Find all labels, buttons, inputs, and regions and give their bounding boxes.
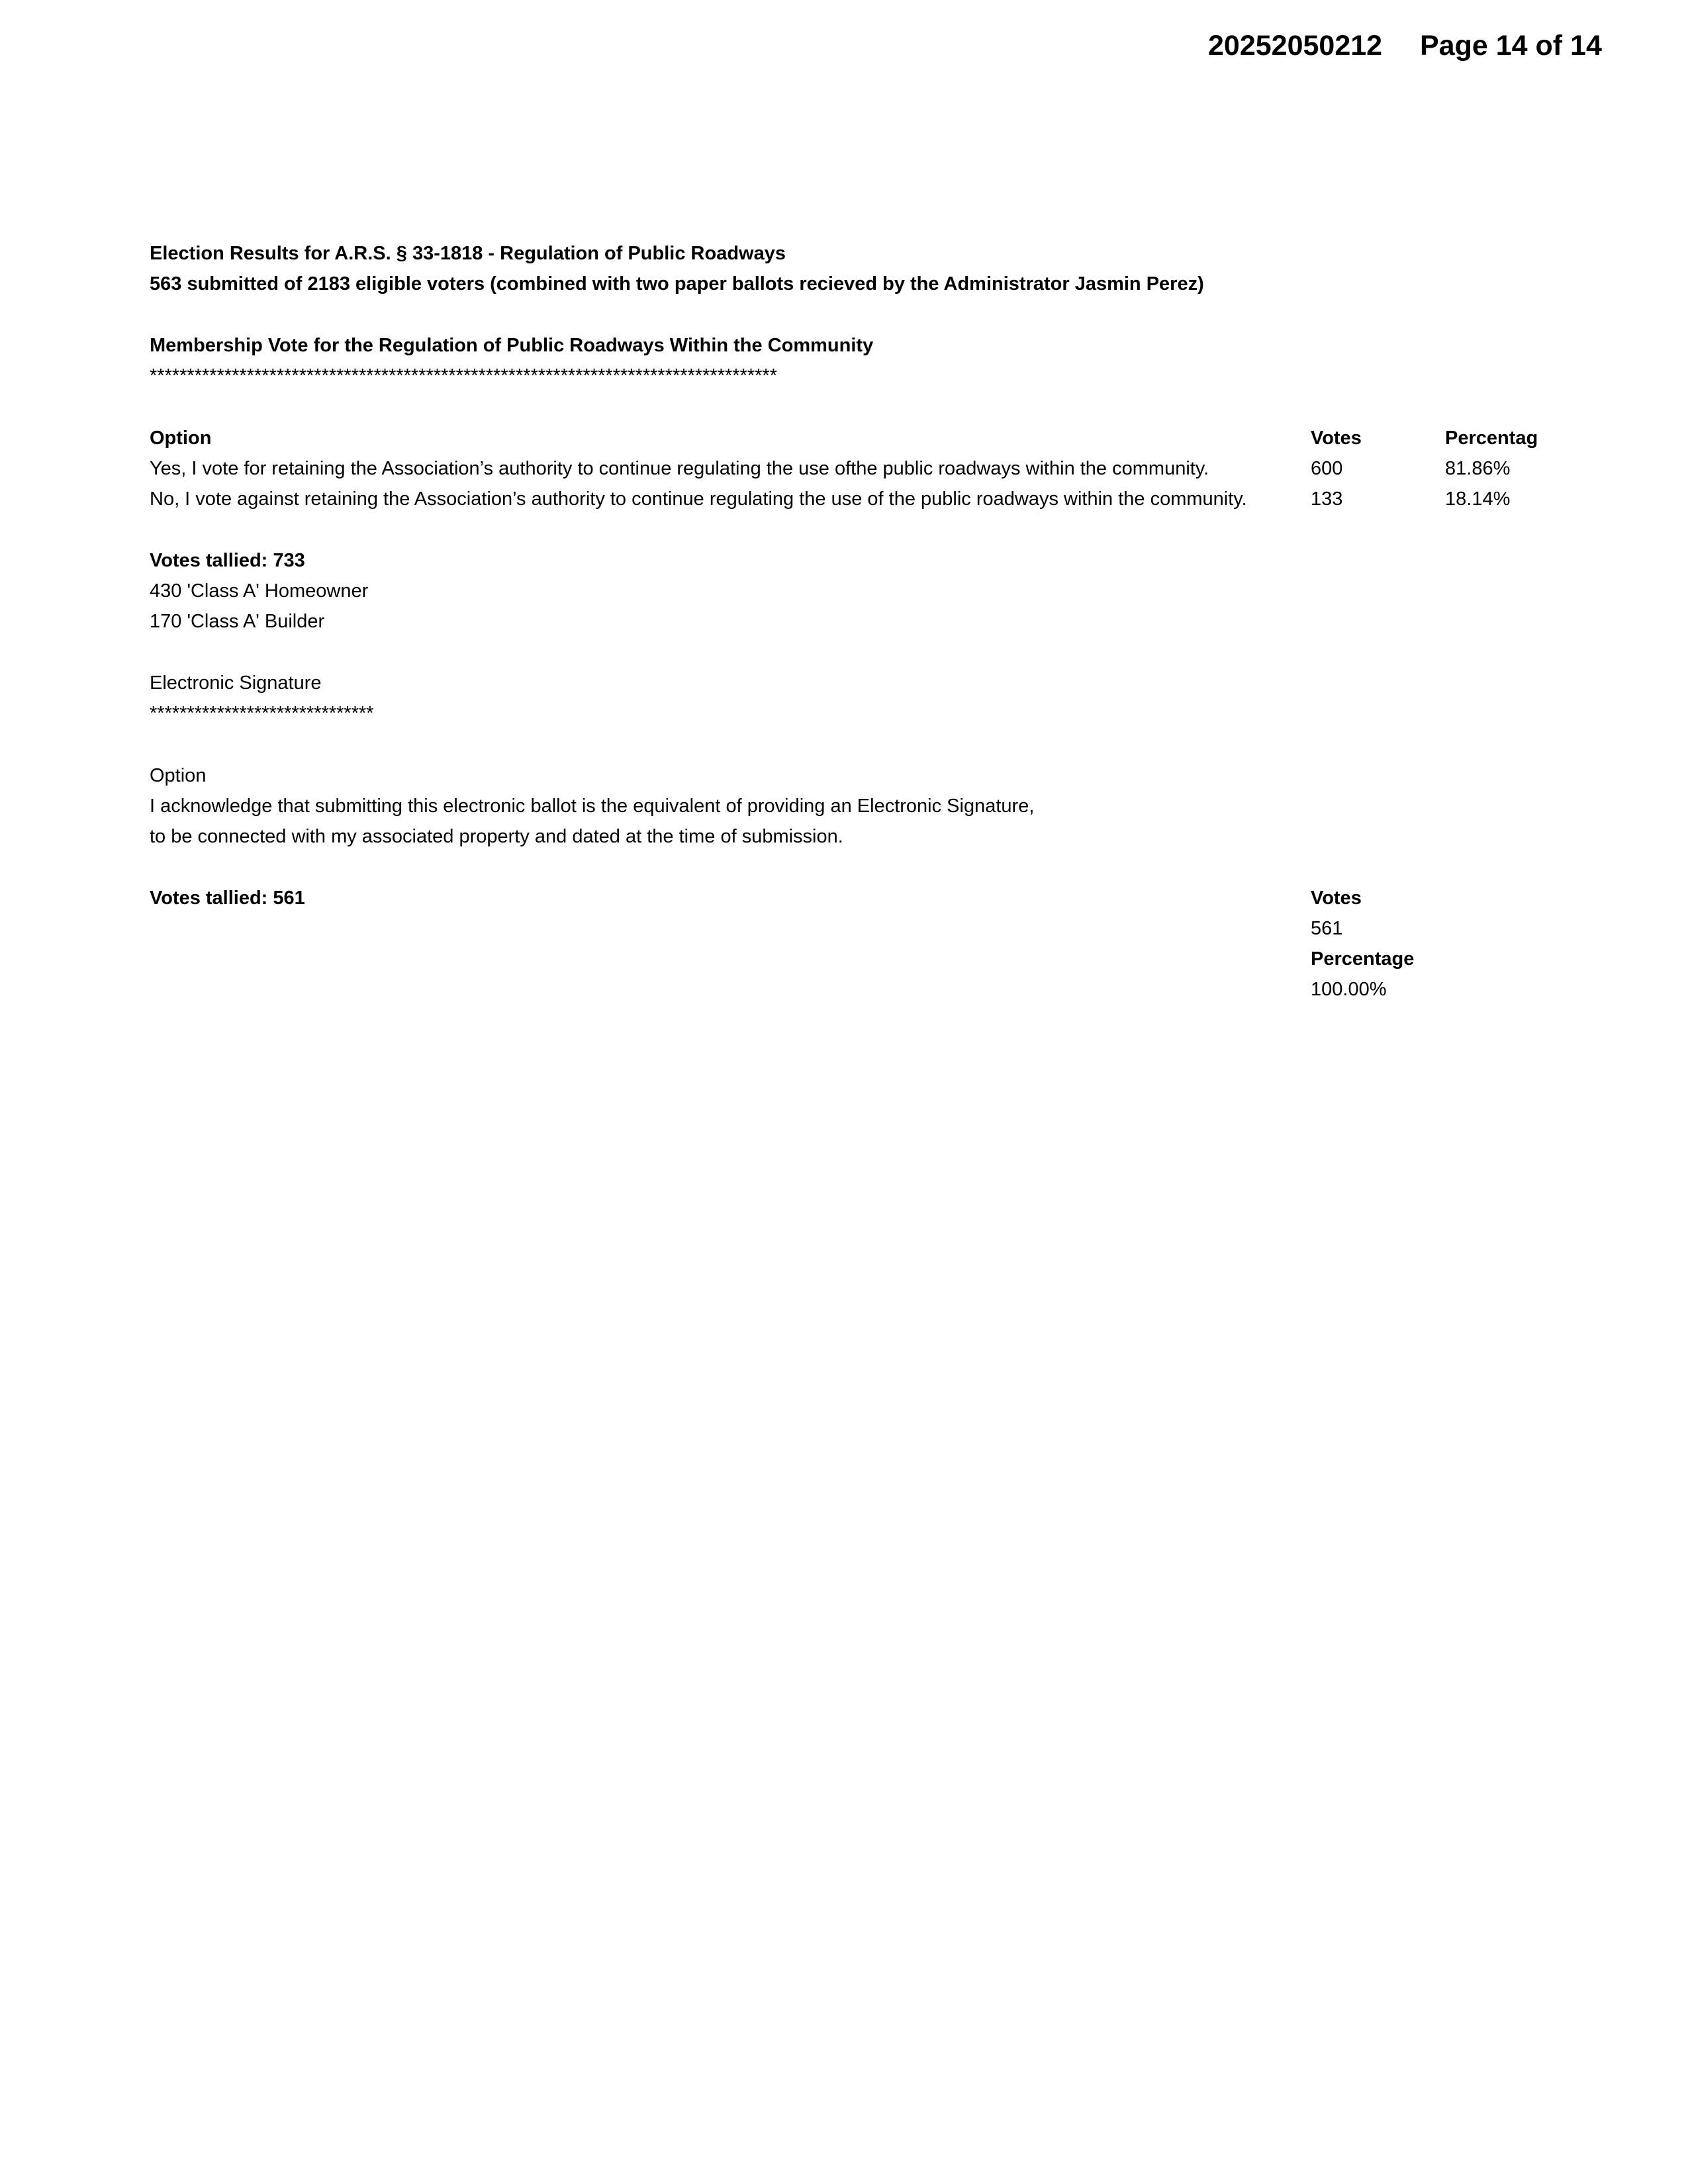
signature-percentage-value: 100.00% <box>1311 979 1387 1000</box>
separator-line: ************************************************************************************ <box>150 365 777 383</box>
signature-percentage-label: Percentage <box>1311 948 1415 970</box>
page-number: Page 14 of 14 <box>1420 30 1602 62</box>
column-header-votes: Votes <box>1311 428 1362 449</box>
option-yes-percentage: 81.86% <box>1445 458 1511 479</box>
signature-option-label: Option <box>150 765 207 786</box>
election-title: Election Results for A.R.S. § 33-1818 - Regulation of Public Roadways <box>150 243 786 264</box>
signature-votes-value: 561 <box>1311 918 1343 939</box>
membership-vote-heading: Membership Vote for the Regulation of Public Roadways Within the Community <box>150 335 874 356</box>
column-header-percentage: Percentag <box>1445 428 1538 449</box>
breakdown-builder: 170 'Class A' Builder <box>150 611 325 632</box>
option-no-votes: 133 <box>1311 488 1343 510</box>
electronic-signature-heading: Electronic Signature <box>150 672 322 694</box>
votes-tallied-total: Votes tallied: 733 <box>150 550 305 571</box>
submitted-summary: 563 submitted of 2183 eligible voters (combined with two paper ballots recieved by the Administrator Jasmin Perez) <box>150 273 1204 295</box>
option-yes-votes: 600 <box>1311 458 1343 479</box>
breakdown-homeowner: 430 'Class A' Homeowner <box>150 580 369 602</box>
option-no-text: No, I vote against retaining the Association’s authority to continue regulating the use of the public roadways within the community. <box>150 488 1247 510</box>
option-yes-text: Yes, I vote for retaining the Association’s authority to continue regulating the use ofthe public roadways within the community. <box>150 458 1209 479</box>
signature-acknowledgement-line-1: I acknowledge that submitting this electronic ballot is the equivalent of providing an Electronic Signature, <box>150 796 1035 817</box>
document-number: 20252050212 <box>1208 30 1383 62</box>
option-no-percentage: 18.14% <box>1445 488 1511 510</box>
column-header-option: Option <box>150 428 212 449</box>
signature-votes-label: Votes <box>1311 887 1362 909</box>
separator-line-short: ****************************** <box>150 703 374 720</box>
signature-votes-tallied: Votes tallied: 561 <box>150 887 305 909</box>
signature-acknowledgement-line-2: to be connected with my associated property and dated at the time of submission. <box>150 826 843 847</box>
